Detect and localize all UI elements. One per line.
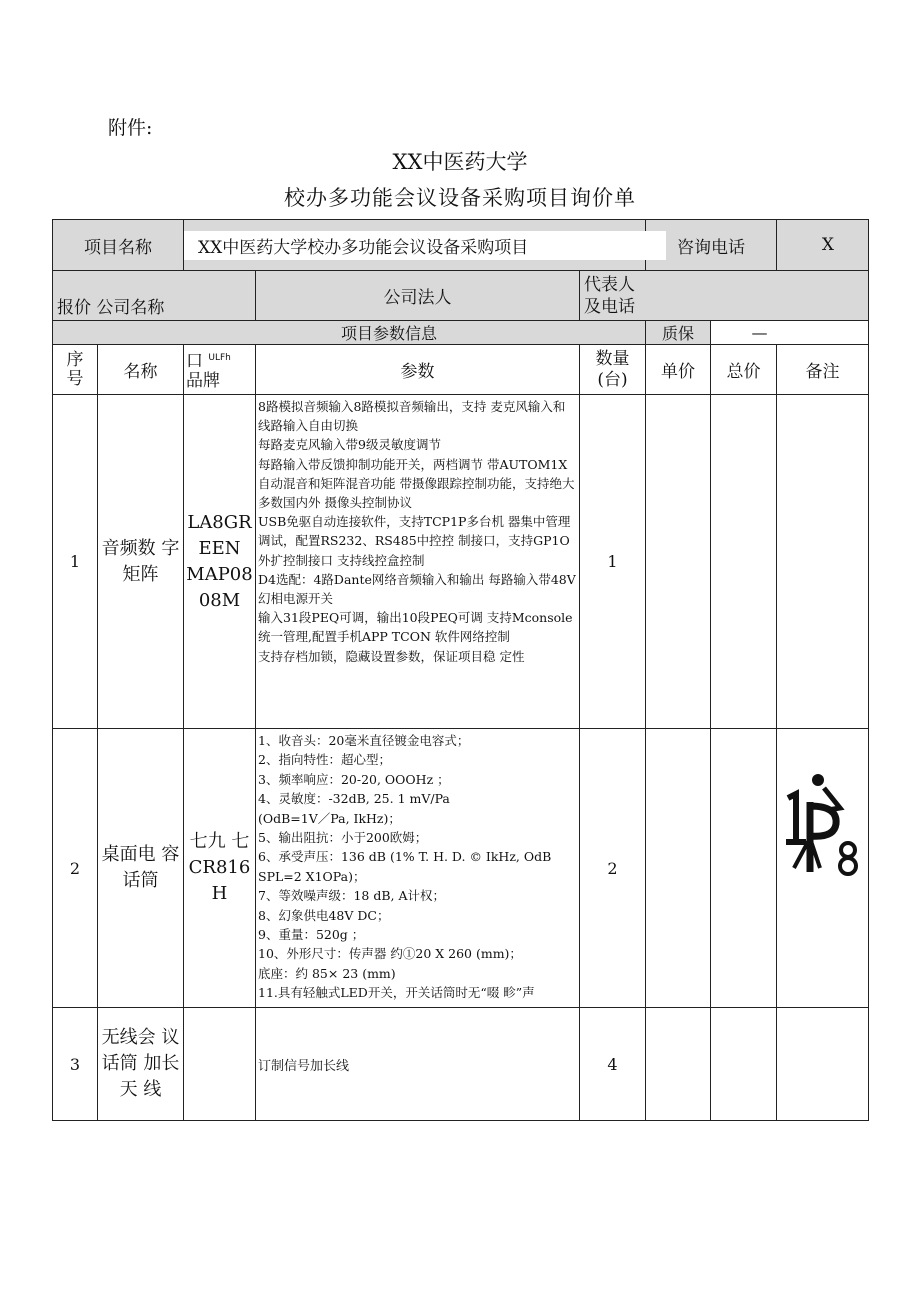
param-line: 5、输出阻抗：小于200欧姆； bbox=[258, 830, 428, 846]
table-row bbox=[53, 729, 869, 1008]
param-line: 3、频率响应：20-20, OOOHz ； bbox=[258, 771, 450, 787]
param-line: 10、外形尺寸：传声器 约①20 X 260 (mm)； bbox=[258, 946, 522, 962]
project-name-cell bbox=[184, 220, 646, 271]
row-remarks bbox=[777, 395, 869, 729]
param-line: 每路麦克风输入带9级灵敏度调节 bbox=[258, 437, 441, 453]
project-name-label: 项目名称 bbox=[53, 220, 184, 271]
document-title-line1: XX中医药大学 bbox=[392, 150, 528, 174]
col-params: 参数 bbox=[256, 345, 580, 395]
document-title-line2: 校办多功能会议设备采购项目询价单 bbox=[284, 186, 636, 210]
row-brand-line: CR816 bbox=[188, 857, 251, 878]
param-line: 底座：约 85× 23 (mm) bbox=[258, 965, 396, 981]
row-brand-line: H bbox=[211, 883, 228, 904]
table-row bbox=[53, 1008, 869, 1121]
col-seq-line1: 序 bbox=[66, 349, 84, 370]
row-params bbox=[256, 729, 580, 1008]
col-seq-line2: 号 bbox=[66, 368, 84, 389]
row-qty: 2 bbox=[580, 729, 646, 1008]
param-line: 11.具有轻触式LED开关，开关话筒时无“啜 畛”声 bbox=[258, 985, 535, 1001]
warranty-value: — bbox=[711, 321, 869, 345]
phone-value: X bbox=[777, 220, 869, 271]
representative-cell bbox=[580, 271, 869, 321]
col-brand-small: ULFh bbox=[208, 352, 231, 363]
row-brand-line: LA8GR bbox=[187, 511, 252, 533]
column-header-row bbox=[53, 345, 869, 395]
row-brand bbox=[184, 1008, 256, 1121]
param-line: 4、灵敏度：-32dB, 25. 1 mV/Pa bbox=[258, 791, 450, 807]
col-qty-line1: 数量 bbox=[595, 348, 630, 369]
params-info-label: 项目参数信息 bbox=[53, 321, 646, 345]
row-unit-price bbox=[646, 1008, 711, 1121]
row-brand-line: EEN bbox=[198, 537, 241, 559]
params-info-row bbox=[53, 321, 869, 345]
row-params bbox=[256, 395, 580, 729]
col-brand-line1: 口 bbox=[186, 351, 203, 372]
param-line: 1、收音头：20毫米直径镀金电容式； bbox=[258, 733, 470, 748]
param-line: 每路输入带反馈抑制功能开关，两档调节 带AUTOM1X自动混音和矩阵混音功能 带摄像跟踪控制功能，支持绝大多数国内外 摄像头控制协议 bbox=[258, 456, 575, 511]
representative-label-line1: 代表人 bbox=[584, 274, 635, 295]
row-total-price bbox=[711, 1008, 777, 1121]
quote-company-label: 报价 公司名称 bbox=[53, 271, 256, 321]
col-remarks: 备注 bbox=[777, 345, 869, 395]
col-total-price: 总价 bbox=[711, 345, 777, 395]
quote-company-row bbox=[53, 271, 869, 321]
param-line: USB免驱自动连接软件，支持TCP1P多台机 器集中管理调试，配置RS232、RS485中控控 制接口，支持GP1O外扩控制接口 支持线控盒控制 bbox=[258, 514, 571, 568]
phone-label: 咨询电话 bbox=[646, 220, 777, 271]
representative-label-line2: 及电话 bbox=[584, 296, 635, 317]
row-total-price bbox=[711, 729, 777, 1008]
param-line: 7、等效噪声级：18 dB, A计权； bbox=[258, 888, 445, 904]
project-name-row bbox=[53, 220, 869, 271]
row-brand bbox=[184, 395, 256, 729]
row-name: 音频数 字矩阵 bbox=[98, 395, 184, 729]
row-remarks bbox=[777, 1008, 869, 1121]
row-brand bbox=[184, 729, 256, 1008]
row-qty: 1 bbox=[580, 395, 646, 729]
row-seq: 2 bbox=[53, 729, 98, 1008]
attachment-label: 附件: bbox=[108, 117, 153, 139]
scribble-mark-icon bbox=[780, 772, 860, 882]
param-line: 输入31段PEQ可调，输出10段PEQ可调 支持Mconsole统一管理,配置手机APP TCON 软件网络控制 bbox=[258, 610, 573, 645]
row-name: 桌面电 容话筒 bbox=[98, 729, 184, 1008]
row-brand-line: MAP08 bbox=[186, 563, 253, 585]
col-brand bbox=[184, 345, 256, 395]
col-qty-line2: (台) bbox=[597, 369, 628, 390]
param-line: 支持存档加锁，隐藏设置参数，保证项目稳 定性 bbox=[258, 648, 525, 664]
row-brand-line: 08M bbox=[198, 589, 241, 611]
row-total-price bbox=[711, 395, 777, 729]
col-seq bbox=[53, 345, 98, 395]
row-params: 订制信号加长线 bbox=[256, 1008, 580, 1121]
row-qty: 4 bbox=[580, 1008, 646, 1121]
warranty-label: 质保 bbox=[646, 321, 711, 345]
param-line: 9、重量：520g ； bbox=[258, 927, 365, 943]
param-line: 2、指向特性：超心型； bbox=[258, 752, 391, 768]
row-seq: 3 bbox=[53, 1008, 98, 1121]
legal-person-label: 公司法人 bbox=[256, 271, 580, 321]
param-line: 6、承受声压：136 dB (1% T. H. D. © IkHz, OdB SPL=2 X1OPa)； bbox=[258, 849, 552, 884]
param-line: (OdB=1V／Pa, IkHz)； bbox=[258, 810, 401, 826]
param-line: D4选配：4路Dante网络音频输入和输出 每路输入带48V幻相电源开关 bbox=[258, 571, 576, 607]
col-brand-line2: 品牌 bbox=[186, 371, 220, 392]
row-unit-price bbox=[646, 395, 711, 729]
param-line: 8路模拟音频输入8路模拟音频输出，支持 麦克风输入和线路输入自由切换 bbox=[258, 399, 566, 434]
inquiry-form-table bbox=[52, 219, 869, 1121]
param-line: 8、幻象供电48V DC； bbox=[258, 907, 390, 923]
project-name-value: XX中医药大学校办多功能会议设备采购项目 bbox=[184, 231, 666, 260]
col-name: 名称 bbox=[98, 345, 184, 395]
row-brand-line: 七九 七 bbox=[189, 831, 250, 852]
row-name: 无线会 议话筒 加长 天 线 bbox=[98, 1008, 184, 1121]
table-row bbox=[53, 395, 869, 729]
col-unit-price: 单价 bbox=[646, 345, 711, 395]
row-seq: 1 bbox=[53, 395, 98, 729]
row-unit-price bbox=[646, 729, 711, 1008]
col-qty bbox=[580, 345, 646, 395]
